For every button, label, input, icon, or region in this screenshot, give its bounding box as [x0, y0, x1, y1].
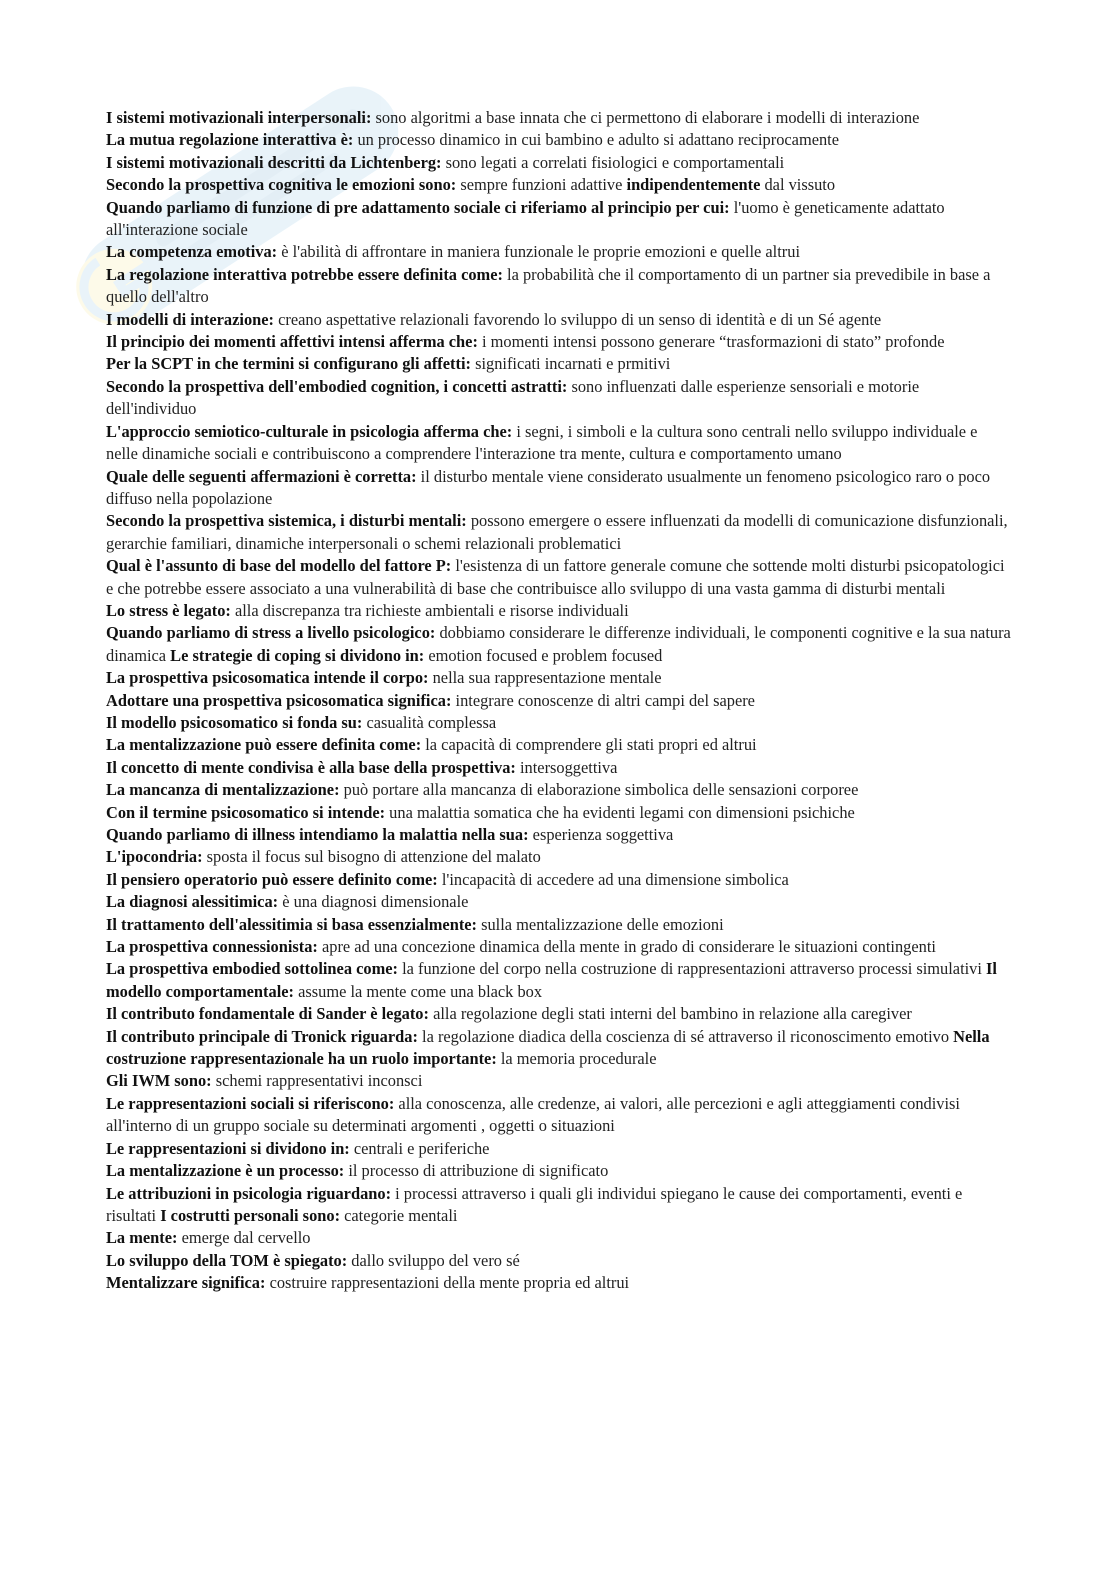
entry-answer: alla regolazione degli stati interni del bambino in relazione alla caregiver	[428, 1004, 912, 1024]
entry-answer: centrali e periferiche	[349, 1138, 490, 1158]
entry	[106, 1227, 1012, 1249]
entry	[106, 1093, 1012, 1138]
entry-question: I sistemi motivazionali interpersonali:	[106, 108, 372, 127]
entry	[106, 622, 1012, 667]
entry-answer: sulla mentalizzazione delle emozioni	[477, 914, 724, 934]
entry	[106, 914, 1012, 936]
entry-answer: la regolazione diadica della coscienza di sé attraverso il riconoscimento emotivo	[417, 1026, 954, 1046]
entry-question: Il principio dei momenti affettivi intensi afferma che:	[106, 332, 478, 352]
entry	[106, 197, 1012, 242]
entry	[106, 353, 1012, 375]
entry-answer: l'incapacità di accedere ad una dimensione simbolica	[437, 869, 789, 889]
entry-question: La prospettiva psicosomatica intende il corpo:	[106, 668, 429, 688]
entry-answer: costruire rappresentazioni della mente propria ed altrui	[265, 1273, 630, 1293]
entry-answer: sono influenzati dalle esperienze sensoriali e motorie dell'individuo	[106, 376, 920, 419]
entry	[106, 690, 1012, 712]
entry-answer: un processo dinamico in cui bambino e adulto si adattano reciprocamente	[353, 130, 839, 150]
entry-question: Adottare una prospettiva psicosomatica significa:	[106, 690, 452, 710]
entry-question: Quando parliamo di stress a livello psicologico:	[106, 623, 436, 643]
entry-answer-2: categorie mentali	[340, 1205, 458, 1225]
entry-question: Lo sviluppo della TOM è spiegato:	[106, 1250, 348, 1270]
entry	[106, 600, 1012, 622]
entry	[106, 1272, 1012, 1294]
entry	[106, 958, 1012, 1003]
entry-question-2: Le strategie di coping si dividono in:	[170, 645, 425, 665]
entry-question: Con il termine psicosomatico si intende:	[106, 802, 386, 822]
entry-answer: apre ad una concezione dinamica della mente in grado di considerare le situazioni contingenti	[317, 937, 936, 957]
entry-answer: sempre funzioni adattive	[456, 175, 627, 195]
entry-question: L'approccio semiotico-culturale in psicologia afferma che:	[106, 421, 513, 441]
entry-answer: creano aspettative relazionali favorendo lo sviluppo di un senso di identità e di un Sé agente	[274, 309, 882, 329]
document-body	[106, 107, 1012, 1295]
entry-question: Il contributo principale di Tronick riguarda:	[106, 1026, 418, 1046]
entry-answer: sposta il focus sul bisogno di attenzione del malato	[202, 847, 541, 867]
entry	[106, 802, 1012, 824]
entry-question: Gli IWM sono:	[106, 1071, 212, 1091]
entry	[106, 712, 1012, 734]
entry-question-2: Il modello comportamentale:	[106, 959, 997, 1001]
entry	[106, 1138, 1012, 1160]
entry-answer: la funzione del corpo nella costruzione di rappresentazioni attraverso processi simulativi	[397, 959, 987, 979]
entry-answer: integrare conoscenze di altri campi del sapere	[451, 690, 755, 710]
entry-answer: la probabilità che il comportamento di un partner sia prevedibile in base a quello dell'altro	[106, 264, 991, 307]
entry	[106, 129, 1012, 151]
entry-answer: schemi rappresentativi inconsci	[211, 1071, 423, 1091]
entry-question: La mente:	[106, 1228, 178, 1248]
entry-answer: il processo di attribuzione di significato	[344, 1161, 609, 1181]
entry	[106, 510, 1012, 555]
entry	[106, 1160, 1012, 1182]
entry-question: Lo stress è legato:	[106, 600, 231, 620]
entry-question: L'ipocondria:	[106, 847, 203, 867]
entry-emphasis: indipendentemente	[626, 175, 761, 195]
entry-answer: è l'abilità di affrontare in maniera funzionale le proprie emozioni e quelle altrui	[277, 242, 800, 262]
entry-question: Quando parliamo di illness intendiamo la malattia nella sua:	[106, 825, 529, 844]
entry	[106, 376, 1012, 421]
entry	[106, 107, 1012, 129]
entry	[106, 174, 1012, 196]
entry-question: La mutua regolazione interattiva è:	[106, 130, 354, 150]
entry-question: Quale delle seguenti affermazioni è corretta:	[106, 466, 417, 486]
entry-question: Le rappresentazioni sociali si riferiscono:	[106, 1093, 395, 1113]
entry	[106, 667, 1012, 689]
entry-question: Secondo la prospettiva cognitiva le emozioni sono:	[106, 175, 457, 195]
entry-question: Qual è l'assunto di base del modello del fattore P:	[106, 556, 452, 576]
entry	[106, 757, 1012, 779]
entry	[106, 309, 1012, 331]
entry	[106, 1070, 1012, 1092]
entry	[106, 331, 1012, 353]
entry-answer: il disturbo mentale viene considerato usualmente un fenomeno psicologico raro o poco diffuso nella popolazione	[106, 466, 991, 508]
entry-question: Il modello psicosomatico si fonda su:	[106, 712, 363, 732]
entry-question: La prospettiva embodied sottolinea come:	[106, 959, 398, 979]
entry	[106, 936, 1012, 958]
entry-answer: sono algoritmi a base innata che ci permettono di elaborare i modelli di interazione	[371, 108, 920, 127]
entry-answer: alla discrepanza tra richieste ambientali e risorse individuali	[230, 600, 629, 620]
entry-question: La mancanza di mentalizzazione:	[106, 780, 340, 800]
entry-answer: può portare alla mancanza di elaborazione simbolica delle sensazioni corporee	[339, 780, 859, 800]
entry-answer-2: emotion focused e problem focused	[424, 645, 663, 665]
entry-answer-2: la memoria procedurale	[496, 1049, 657, 1069]
entry-question: Secondo la prospettiva dell'embodied cognition, i concetti astratti:	[106, 376, 568, 396]
entry-question: Il contributo fondamentale di Sander è legato:	[106, 1004, 429, 1024]
entry	[106, 734, 1012, 756]
entry-answer-2: dal vissuto	[760, 175, 836, 195]
entry-question: Il trattamento dell'alessitimia si basa essenzialmente:	[106, 914, 478, 934]
entry-question: I modelli di interazione:	[106, 309, 274, 329]
entry-question: Mentalizzare significa:	[106, 1273, 266, 1293]
entry-answer: dobbiamo considerare le differenze individuali, le componenti cognitive e la sua natura dinamica	[106, 623, 1011, 665]
entry-question: La diagnosi alessitimica:	[106, 892, 279, 912]
entry-answer: sono legati a correlati fisiologici e comportamentali	[441, 152, 785, 172]
entry	[106, 555, 1012, 600]
entry	[106, 869, 1012, 891]
entry	[106, 264, 1012, 309]
entry-question: Il concetto di mente condivisa è alla base della prospettiva:	[106, 757, 516, 777]
entry-question: I sistemi motivazionali descritti da Lichtenberg:	[106, 152, 442, 172]
entry-answer: dallo sviluppo del vero sé	[347, 1250, 520, 1270]
entry-answer: i segni, i simboli e la cultura sono centrali nello sviluppo individuale e nelle dinamiche sociali e contribuiscono a comprendere l'interazione tra mente, cultura e comportamento umano	[106, 421, 978, 464]
entry-answer: esperienza soggettiva	[528, 825, 674, 844]
entry	[106, 779, 1012, 801]
entry-answer: alla conoscenza, alle credenze, ai valori, alle percezioni e agli atteggiamenti condivisi all'interno di un gruppo sociale su determinati argomenti , oggetti o situazioni	[106, 1093, 960, 1136]
entry-answer: i momenti intensi possono generare “trasformazioni di stato” profonde	[477, 332, 945, 352]
entry	[106, 891, 1012, 913]
entry-question: La regolazione interattiva potrebbe essere definita come:	[106, 264, 503, 284]
entry-question: Quando parliamo di funzione di pre adattamento sociale ci riferiamo al principio per cui:	[106, 197, 730, 217]
entry-answer: casualità complessa	[362, 712, 497, 732]
entry	[106, 1250, 1012, 1272]
entry-answer: l'esistenza di un fattore generale comune che sottende molti disturbi psicopatologici e che potrebbe essere associato a una vulnerabilità di base che contribuisce allo sviluppo di una vasta gamma di disturbi mentali	[106, 556, 1005, 598]
entry-answer-2: assume la mente come una black box	[294, 981, 543, 1001]
entry-question: Il pensiero operatorio può essere definito come:	[106, 869, 438, 889]
entry-question: La prospettiva connessionista:	[106, 937, 318, 957]
entry-answer: significati incarnati e prmitivi	[470, 354, 671, 374]
entry-question: Le attribuzioni in psicologia riguardano:	[106, 1183, 392, 1203]
entry-question: Le rappresentazioni si dividono in:	[106, 1138, 350, 1158]
entry-answer: intersoggettiva	[515, 757, 618, 777]
entry	[106, 241, 1012, 263]
entry-question: La mentalizzazione è un processo:	[106, 1161, 345, 1181]
entry-answer: l'uomo è geneticamente adattato all'interazione sociale	[106, 197, 945, 240]
entry-question: Per la SCPT in che termini si configurano gli affetti:	[106, 354, 471, 374]
entry-answer: la capacità di comprendere gli stati propri ed altrui	[421, 735, 757, 755]
entry-answer: è una diagnosi dimensionale	[278, 892, 469, 912]
entry-answer: una malattia somatica che ha evidenti legami con dimensioni psichiche	[385, 802, 855, 822]
entry-answer: possono emergere o essere influenzati da modelli di comunicazione disfunzionali, gerarchie familiari, dinamiche interpersonali o schemi relazionali problematici	[106, 511, 1008, 553]
entry-question-2: Nella costruzione rappresentazionale ha un ruolo importante:	[106, 1026, 990, 1069]
entry	[106, 824, 1012, 846]
entry	[106, 421, 1012, 466]
entry	[106, 1003, 1012, 1025]
entry	[106, 1026, 1012, 1071]
entry-answer: i processi attraverso i quali gli individui spiegano le cause dei comportamenti, eventi e risultati	[106, 1183, 963, 1225]
entry	[106, 846, 1012, 868]
entry-question: Secondo la prospettiva sistemica, i disturbi mentali:	[106, 511, 467, 531]
entry	[106, 152, 1012, 174]
entry-question: La mentalizzazione può essere definita come:	[106, 735, 422, 755]
entry-answer: emerge dal cervello	[177, 1228, 311, 1248]
entry-answer: nella sua rappresentazione mentale	[428, 668, 662, 688]
entry	[106, 1183, 1012, 1228]
entry-question: La competenza emotiva:	[106, 242, 278, 262]
entry-question-2: I costrutti personali sono:	[160, 1205, 341, 1225]
entry	[106, 466, 1012, 511]
